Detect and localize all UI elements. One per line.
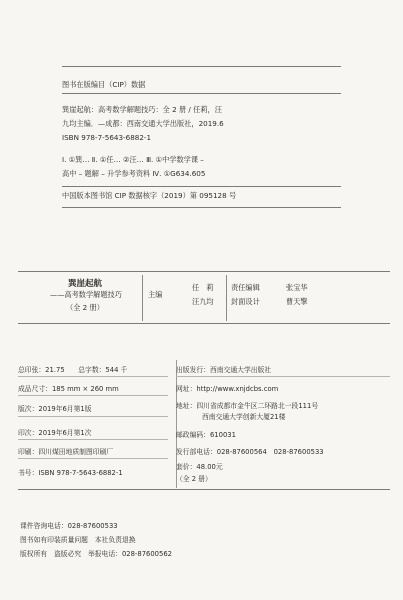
spec-size: 成品尺寸：185 mm × 260 mm [18,385,119,393]
cover-design-label: 封面设计 [231,297,260,306]
cip-isbn: ISBN 978-7-5643-6882-1 [62,133,152,142]
divider-left [142,275,143,321]
cip-bottom-rule [62,207,341,208]
book-top-rule [18,271,390,272]
pub-rule-1 [176,376,390,377]
spec-rule-1 [18,376,168,377]
publisher-address-1: 地址：四川省成都市金牛区二环路北一段111号 [176,402,319,410]
footer-copyright: 版权所有 盗版必究 举报电话：028-87600562 [20,550,172,558]
cip-title: 图书在版编目（CIP）数据 [62,80,146,89]
publisher-name: 出版发行：西南交通大学出版社 [176,366,272,374]
spec-printing: 印次：2019年6月第1次 [18,429,92,437]
book-bottom-rule [18,323,390,324]
cover-designer: 曹天擎 [286,297,308,306]
publisher-website: 网址：http://www.xnjdcbs.com [176,385,279,393]
spec-edition: 版次：2019年6月第1版 [18,405,92,413]
divider-right [226,275,227,321]
editor-1: 任 莉 [192,283,214,292]
cip-title-rule [62,93,341,94]
spec-rule-4 [18,439,168,440]
spec-isbn: 书号：ISBN 978-7-5643-6882-1 [18,469,123,477]
resp-editor: 张宝华 [286,283,308,292]
publisher-price-note: （全 2 册） [176,475,212,483]
cip-top-rule [62,66,341,67]
spec-rule-3 [18,416,168,417]
editor-role: 主编 [148,290,163,299]
publisher-postcode: 邮政编码：610031 [176,431,236,439]
footer-quality-note: 图书如有印装质量问题 本社负责退换 [20,536,136,544]
publisher-price: 套价：48.00元 [176,463,223,471]
editor-2: 汪九均 [192,297,214,306]
resp-editor-label: 责任编辑 [231,283,260,292]
cip-record: 中国版本图书馆 CIP 数据核字（2019）第 095128 号 [62,191,237,200]
spec-rule-2 [18,395,168,396]
cip-line-2: 九均主编．—成都：西南交通大学出版社，2019.6 [62,119,224,128]
book-subtitle: ——高考数学解题技巧 [50,290,122,299]
spec-sheets-words: 总印张：21.75 总字数：544 千 [18,366,128,374]
cip-mid-rule [62,186,341,187]
cip-subject-2: 高中 – 题解 – 升学参考资料 Ⅳ. ①G634.605 [62,169,206,178]
book-title: 巽崖起航 [68,279,103,289]
publisher-address-2: 西南交通大学创新大厦21楼 [202,413,286,421]
book-volumes: （全 2 册） [66,303,104,312]
cip-subject-1: Ⅰ. ①巽… Ⅱ. ①任… ②汪… Ⅲ. ①中学数学课 – [62,155,204,164]
publisher-phone: 发行部电话：028-87600564 028-87600533 [176,448,324,456]
spec-rule-5 [18,458,168,459]
specs-bottom-rule [18,489,390,490]
cip-line-1: 巽崖起航：高考数学解题技巧：全 2 册 / 任莉，汪 [62,105,222,114]
spec-printer: 印刷：四川煤田地质制图印刷厂 [18,448,114,456]
footer-courseware-phone: 课件咨询电话：028-87600533 [20,522,118,530]
